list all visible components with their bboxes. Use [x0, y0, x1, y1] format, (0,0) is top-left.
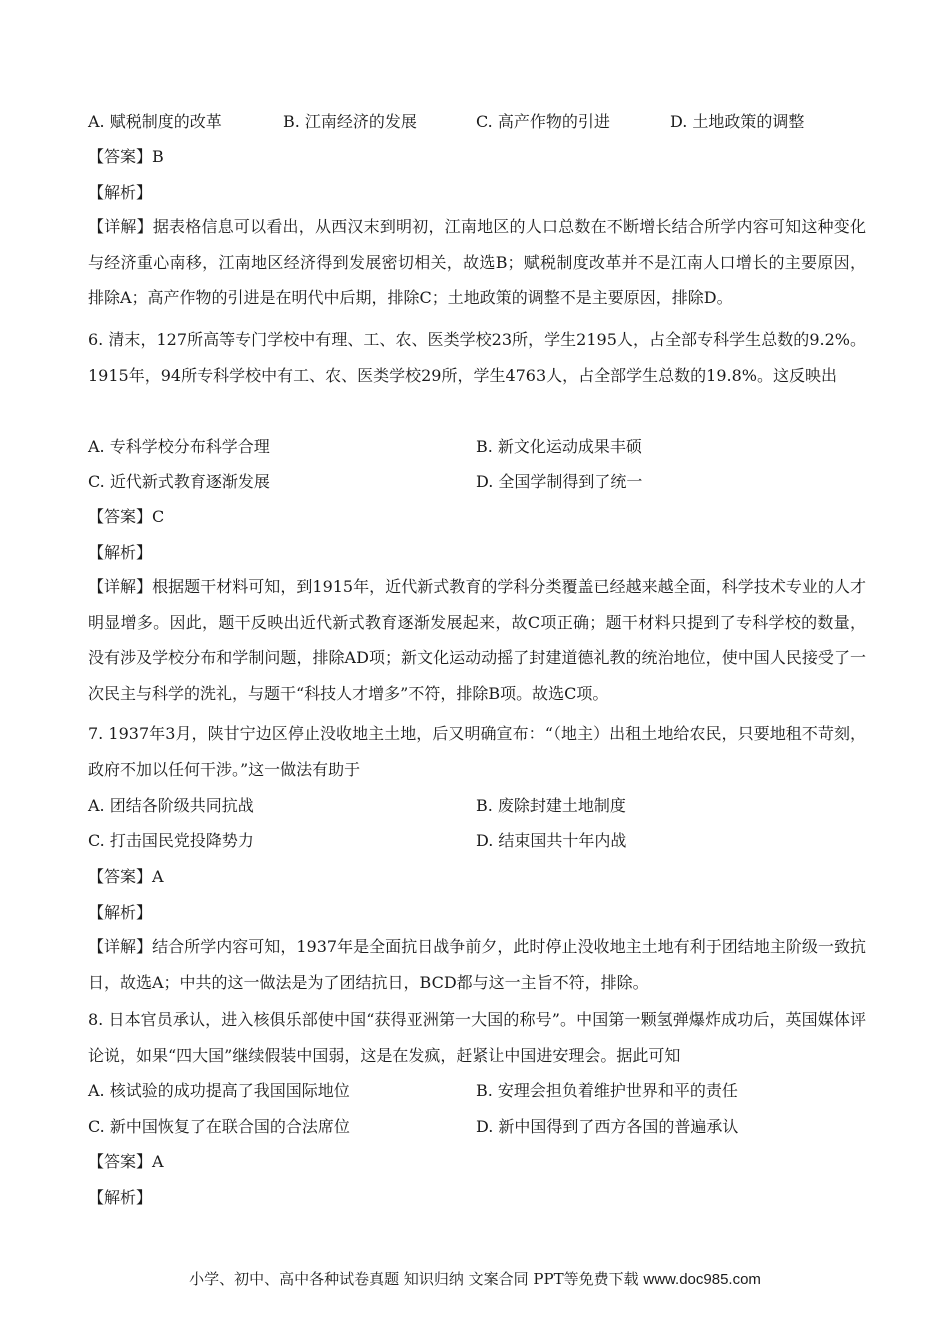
q7-stem: 7. 1937年3月，陕甘宁边区停止没收地主土地，后又明确宣布：“（地主）出租土地给农民，只要地租不苛刻，政府不加以任何干涉。”这一做法有助于 [88, 724, 866, 779]
q5-analysis-label: 【解析】 [88, 183, 153, 202]
q7-option-c: C. 打击国民党投降势力 [88, 831, 254, 850]
footer-text: 小学、初中、高中各种试卷真题 知识归纳 文案合同 PPT等免费下载 [189, 1270, 639, 1288]
footer-url-link[interactable]: www.doc985.com [643, 1271, 761, 1288]
q7-detail: 【详解】结合所学内容可知，1937年是全面抗日战争前夕，此时停止没收地主土地有利于团结地主阶级一致抗日，故选A；中共的这一做法是为了团结抗日，BCD都与这一主旨不符，排除。 [88, 937, 866, 992]
q6-option-b: B. 新文化运动成果丰硕 [476, 437, 642, 456]
q6-option-c: C. 近代新式教育逐渐发展 [88, 472, 270, 491]
q5-detail: 【详解】据表格信息可以看出，从西汉末到明初，江南地区的人口总数在不断增长结合所学内容可知这种变化与经济重心南移，江南地区经济得到发展密切相关，故选B；赋税制度改革并不是江南人口增长的主要原因，排除A；高产作物的引进是在明代中后期，排除C；土地政策的调整不是主要原因，排除D。 [88, 217, 866, 307]
q8-stem: 8. 日本官员承认，进入核俱乐部使中国“获得亚洲第一大国的称号”。中国第一颗氢弹爆炸成功后，英国媒体评论说，如果“四大国”继续假装中国弱，这是在发疯，赶紧让中国进安理会。据此可知 [88, 1010, 866, 1065]
q8-option-b: B. 安理会担负着维护世界和平的责任 [476, 1081, 738, 1100]
q6-analysis-label: 【解析】 [88, 543, 153, 562]
q8-answer: 【答案】A [88, 1152, 164, 1171]
q7-option-b: B. 废除封建土地制度 [476, 796, 626, 815]
q5-option-c: C. 高产作物的引进 [476, 112, 610, 131]
q7-option-d: D. 结束国共十年内战 [476, 831, 627, 850]
q5-answer: 【答案】B [88, 147, 164, 166]
q5-option-b: B. 江南经济的发展 [283, 112, 417, 131]
q8-analysis-label: 【解析】 [88, 1188, 153, 1207]
q8-option-d: D. 新中国得到了西方各国的普遍承认 [476, 1117, 739, 1136]
q7-option-a: A. 团结各阶级共同抗战 [88, 796, 254, 815]
q6-option-a: A. 专科学校分布科学合理 [88, 437, 270, 456]
q7-analysis-label: 【解析】 [88, 903, 153, 922]
q8-option-a: A. 核试验的成功提高了我国国际地位 [88, 1081, 350, 1100]
q5-option-d: D. 土地政策的调整 [670, 112, 805, 131]
q7-answer: 【答案】A [88, 867, 164, 886]
q6-option-d: D. 全国学制得到了统一 [476, 472, 643, 491]
q8-option-c: C. 新中国恢复了在联合国的合法席位 [88, 1117, 350, 1136]
q6-stem: 6. 清末，127所高等专门学校中有理、工、农、医类学校23所，学生2195人，占全部专科学生总数的9.2%。1915年，94所专科学校中有工、农、医类学校29所，学生4763人，占全部学生总数的19.8%。这反映出 [88, 330, 866, 385]
page-footer [0, 1268, 950, 1289]
q5-option-a: A. 赋税制度的改革 [88, 112, 222, 131]
q6-detail: 【详解】根据题干材料可知，到1915年，近代新式教育的学科分类覆盖已经越来越全面，科学技术专业的人才明显增多。因此，题干反映出近代新式教育逐渐发展起来，故C项正确；题干材料只提到了专科学校的数量，没有涉及学校分布和学制问题，排除AD项；新文化运动动摇了封建道德礼教的统治地位，使中国人民接受了一次民主与科学的洗礼，与题干“科技人才增多”不符，排除B项。故选C项。 [88, 577, 866, 703]
q6-answer: 【答案】C [88, 507, 165, 526]
